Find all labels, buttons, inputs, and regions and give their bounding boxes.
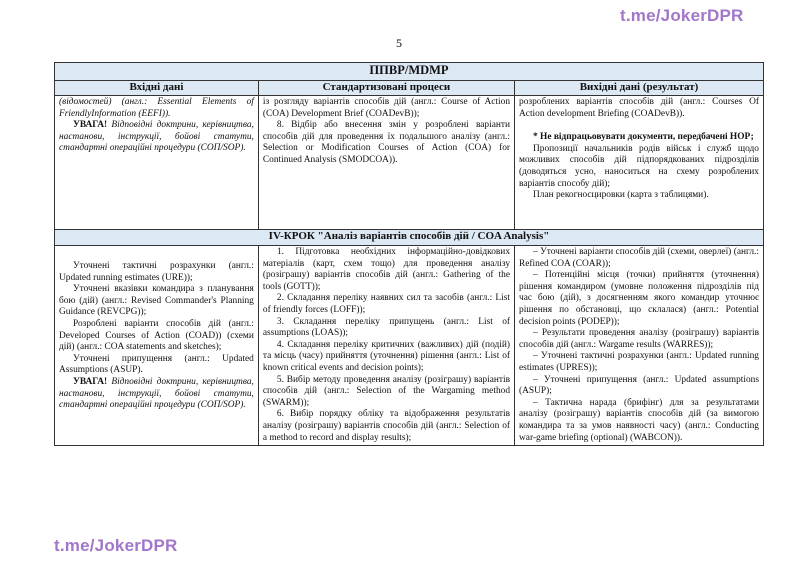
row2-inputs-p1: Уточнені тактичні розрахунки (англ.: Updated running estimates (URE)); [59, 261, 254, 283]
row2-inputs-p5-text: Відповідні доктрини, керівництва, настанови, інструкції, бойові статути, стандартні операційні процедури (СОП/SOP). [59, 376, 254, 411]
table-title: ППВР/MDMP [55, 63, 764, 81]
row2-inputs-cell [55, 246, 259, 446]
row2-outputs-cell [515, 246, 764, 446]
table-title-row [55, 63, 764, 81]
row1-outputs-p4: План рекогносцировки (карта з таблицями). [533, 190, 709, 201]
row2-outputs-p4: – Уточнені тактичні розрахунки (англ.: Updated running estimates (UPRES)); [519, 351, 759, 373]
step-title: IV-КРОК "Аналіз варіантів способів дій / COA Analysis" [55, 230, 764, 246]
row2-processes-p6: 6. Вибір порядку обліку та відображення результатів аналізу (розіграшу) варіантів способів дій (англ.: Selection of a method to record and display results); [262, 409, 511, 443]
row1-inputs-cell [55, 96, 259, 230]
page-number: 5 [396, 36, 402, 50]
row1-outputs-p2: * Не відпрацьовувати документи, передбачені НОР; [533, 132, 754, 143]
row2-outputs-p5: – Уточнені припущення (англ.: Updated assumptions (ASUP); [519, 374, 759, 397]
row2-outputs-p1: – Уточнені варіанти способів дій (схеми, оверлеї) (англ.: Refined COA (COAR)); [519, 247, 759, 269]
row1-inputs-p2 [59, 120, 254, 155]
mdmp-table [54, 62, 764, 446]
watermark-bottom: t.me/JokerDPR [54, 536, 178, 555]
row1-processes-p1: із розгляду варіантів способів дій (англ.: Course of Action (COA) Development Brief (COADevB)); [262, 97, 511, 119]
row2-processes-p2: 2. Складання переліку наявних сил та засобів (англ.: List of friendly forces (LOFF)); [262, 293, 511, 315]
header-outputs: Вихідні дані (результат) [515, 81, 764, 96]
header-processes: Стандартизовані процеси [258, 81, 514, 96]
row2-inputs-p3: Розроблені варіанти способів дій (англ.: Developed Courses of Action (COAD)) (схеми дій) (англ.: COA statements and sketches); [59, 318, 254, 353]
row2-processes-cell [258, 246, 514, 446]
row1-processes-cell [258, 96, 514, 230]
row2-inputs-p2: Уточнені вказівки командира з планування бою (дій) (англ.: Revised Commander's Planning Guidance (REVCPG)); [59, 284, 254, 318]
row1-outputs-p1: розроблених варіантів способів дій (англ.: Courses Of Action development Briefing (COADevB)). [519, 97, 759, 119]
row2-outputs-p6: – Тактична нарада (брифінг) для за результатами аналізу (розіграшу) варіантів способів дій (за вимогою командира та за умов наявності часу) (англ.: Conducting war-game briefing (optional) (WABCON)). [519, 397, 759, 443]
row2-processes-p3: 3. Складання переліку припущень (англ.: List of assumptions (LOAS)); [262, 316, 511, 339]
table-row [55, 96, 764, 230]
row2-inputs-p5 [59, 377, 254, 412]
row2-processes-p4: 4. Складання переліку критичних (важливих) дій (подій) та місць (часу) прийняття (уточнення) рішення (англ.: List of known critical events and decision points); [262, 339, 511, 373]
row1-inputs-p1: (відомостей) (англ.: Essential Elements of FriendlyInformation (EEFI)). [59, 97, 254, 119]
row2-outputs-p3: – Результати проведення аналізу (розіграшу) варіантів способів дій (англ.: Wargame results (WARRES)); [519, 328, 759, 350]
step-row [55, 230, 764, 246]
attention-label: УВАГА! [73, 376, 108, 387]
watermark-top: t.me/JokerDPR [620, 6, 744, 25]
row1-outputs-p3: Пропозиції начальників родів військ і служб щодо можливих способів дій підпорядкованих підрозділів (доводяться усно, наноситься на схему розроблених варіантів способу дій); [519, 143, 759, 189]
row2-outputs-p2: – Потенційні місця (точки) прийняття (уточнення) рішення командиром (умовне положення підрозділів під час бою (дій), з досягненням якого командир уточнює рішення по обстановці, що склалася) (англ.: Potential decision points (PODEP)); [519, 270, 759, 327]
row1-inputs-p2-text: Відповідні доктрини, керівництва, настанови, інструкції, бойові статути, стандартні операційні процедури (СОП/SOP). [59, 120, 254, 154]
row2-processes-p5: 5. Вибір методу проведення аналізу (розіграшу) варіантів способів дій (англ.: Selection of the Wargaming method (SWARM)); [262, 374, 511, 408]
header-inputs: Вхідні дані [55, 81, 259, 96]
attention-label: УВАГА! [73, 120, 108, 131]
row2-processes-p1: 1. Підготовка необхідних інформаційно-довідкових матеріалів (карт, схем тощо) для проведення аналізу (розіграшу) варіантів способів дій (англ.: Gathering of the tools (GOTT)); [262, 247, 511, 292]
table-row [55, 246, 764, 446]
row2-inputs-p4: Уточнені припущення (англ.: Updated Assumptions (ASUP). [59, 353, 254, 376]
table-header-row [55, 81, 764, 96]
row1-outputs-cell [515, 96, 764, 230]
row1-processes-p2: 8. Відбір або внесення змін у розроблені варіанти способів дій для проведення їх подальшого аналізу (англ.: Selection or Modification Courses of Action (COA) for Continued Analysis (SMODCOA)). [262, 120, 511, 165]
